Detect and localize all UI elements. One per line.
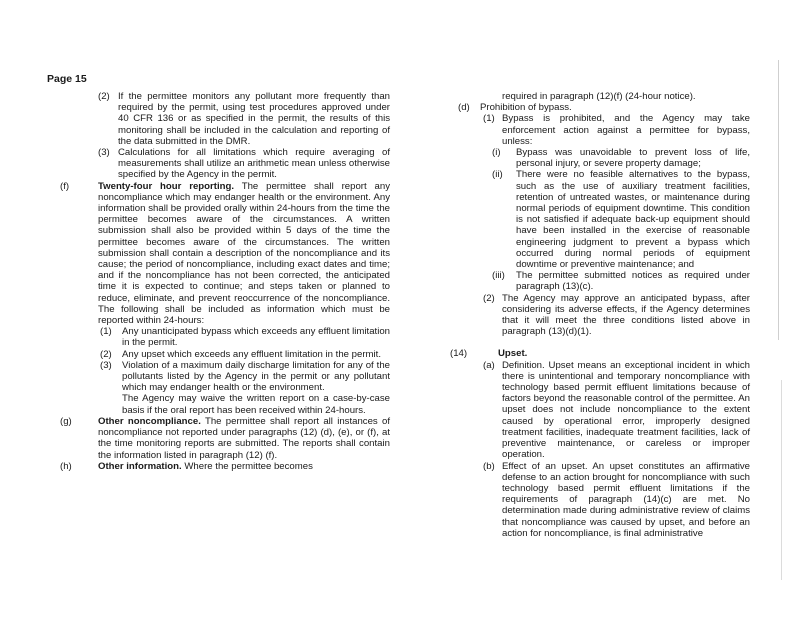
clause-item	[450, 270, 750, 292]
scan-edge-line	[778, 60, 779, 340]
clause-item	[60, 461, 390, 472]
clause-number: (i)	[492, 147, 501, 159]
clause-number: (a)	[483, 359, 495, 371]
clause-number: (2)	[100, 348, 112, 360]
clause-heading: Other information.	[98, 460, 182, 472]
clause-text: Prohibition of bypass.	[480, 102, 572, 114]
clause-text: The Agency may approve an anticipated bypass, after considering its adverse effects, if the Agency determines that it will meet the three conditions listed above in paragraph (13)(d)(1).	[502, 292, 750, 338]
clause-text: The permittee shall report any noncompliance which may endanger health or the environment. Any information shall be provided orally within 24-hours from the time the permittee becomes aware of the circumstances. A written submission shall also be provided within 5 days of the time the permittee becomes aware of the circumstances. The written submission shall contain a description of the noncompliance and its cause; the period of noncompliance, including exact dates and time; and if the noncompliance has not been corrected, the anticipated time it is expected to continue; and steps taken or planned to reduce, eliminate, and prevent reoccurrence of the noncompliance. The following shall be included as information which must be reported within 24-hours:	[98, 180, 390, 327]
clause-text: The permittee shall report all instances of noncompliance not reported under paragraphs (12) (d), (e), or (f), at the time monitoring reports are submitted. The reports shall contain the information listed in paragraph (12) (f).	[98, 415, 390, 461]
clause-item	[60, 147, 390, 181]
clause-item	[450, 147, 750, 169]
clause-number: (3)	[98, 147, 110, 159]
clause-text: Bypass was unavoidable to prevent loss of life, personal injury, or severe property damage;	[516, 147, 750, 170]
clause-number: (h)	[60, 460, 72, 472]
clause-text: Calculations for all limitations which require averaging of measurements shall utilize an arithmetic mean unless otherwise specified by the Agency in the permit.	[118, 147, 390, 181]
clause-item	[450, 102, 750, 113]
clause-text: Bypass is prohibited, and the Agency may take enforcement action against a permittee for bypass, unless:	[502, 113, 750, 147]
clause-number: (iii)	[492, 270, 505, 282]
clause-number: (1)	[483, 113, 495, 125]
clause-item	[60, 91, 390, 147]
clause-text: required in paragraph (12)(f) (24-hour notice).	[502, 91, 696, 102]
right-column	[450, 91, 750, 539]
clause-text: Definition. Upset means an exceptional incident in which there is unintentional and temporary noncompliance with technology based permit effluent limitations because of factors beyond the reasonable control of the permittee. An upset does not include noncompliance to the extent caused by operational error, improperly designed treatment facilities, inadequate treatment facilities, lack of preventive maintenance, or careless or improper operation.	[502, 359, 750, 461]
clause-number: (b)	[483, 460, 495, 472]
clause-heading: Upset.	[498, 348, 528, 360]
clause-number: (1)	[100, 326, 112, 338]
clause-text: The Agency may waive the written report on a case-by-case basis if the oral report has been received within 24-hours.	[122, 393, 390, 416]
clause-number: (g)	[60, 415, 72, 427]
clause-item	[450, 91, 750, 102]
clause-item	[60, 326, 390, 348]
clause-heading: Twenty-four hour reporting.	[98, 180, 235, 192]
clause-text: Any unanticipated bypass which exceeds any effluent limitation in the permit.	[122, 326, 390, 349]
clause-item	[60, 393, 390, 415]
clause-number: (3)	[100, 359, 112, 371]
page-number: Page 15	[47, 73, 87, 85]
clause-text: Violation of a maximum daily discharge limitation for any of the pollutants listed by the Agency in the permit or any pollutant which may endanger health or the environment.	[122, 359, 390, 394]
clause-number: (2)	[98, 91, 110, 102]
clause-text: If the permittee monitors any pollutant more frequently than required by the permit, using test procedures approved under 40 CFR 136 or as specified in the permit, the results of this monitoring shall be included in the calculation and reporting of the data submitted in the DMR.	[118, 91, 390, 147]
clause-text: There were no feasible alternatives to the bypass, such as the use of auxiliary treatment facilities, retention of untreated wastes, or maintenance during normal periods of equipment downtime. This condition is not satisfied if adequate back-up equipment should have been installed in the exercise of reasonable engineering judgment to prevent a bypass which occurred during normal periods of equipment downtime or preventive maintenance; and	[516, 169, 750, 271]
clause-text: Where the permittee becomes	[184, 460, 313, 472]
clause-item	[60, 416, 390, 461]
clause-item	[60, 349, 390, 360]
clause-item	[450, 113, 750, 147]
clause-text: The permittee submitted notices as required under paragraph (13)(c).	[516, 270, 750, 293]
scan-edge-line	[781, 380, 782, 580]
clause-item	[60, 360, 390, 394]
clause-number: (ii)	[492, 169, 503, 181]
left-column	[60, 91, 390, 472]
clause-item	[60, 181, 390, 327]
clause-text: Effect of an upset. An upset constitutes an affirmative defense to an action brought for noncompliance with such technology based permit effluent limitations if the requirements of paragraph (14)(c) are met. No determination made during administrative review of claims that noncompliance was caused by upset, and before an action for noncompliance, is final administrative	[502, 460, 750, 539]
clause-number: (2)	[483, 292, 495, 304]
clause-item	[450, 169, 750, 270]
paragraph-gap	[450, 337, 750, 348]
clause-number: (f)	[60, 180, 70, 192]
clause-text: Any upset which exceeds any effluent limitation in the permit.	[122, 348, 381, 360]
clause-item	[450, 360, 750, 461]
clause-number: (d)	[458, 102, 470, 114]
clause-item	[450, 461, 750, 539]
clause-item	[450, 293, 750, 338]
clause-heading: Other noncompliance.	[98, 415, 201, 427]
clause-number: (14)	[450, 348, 468, 360]
clause-item	[450, 348, 750, 359]
